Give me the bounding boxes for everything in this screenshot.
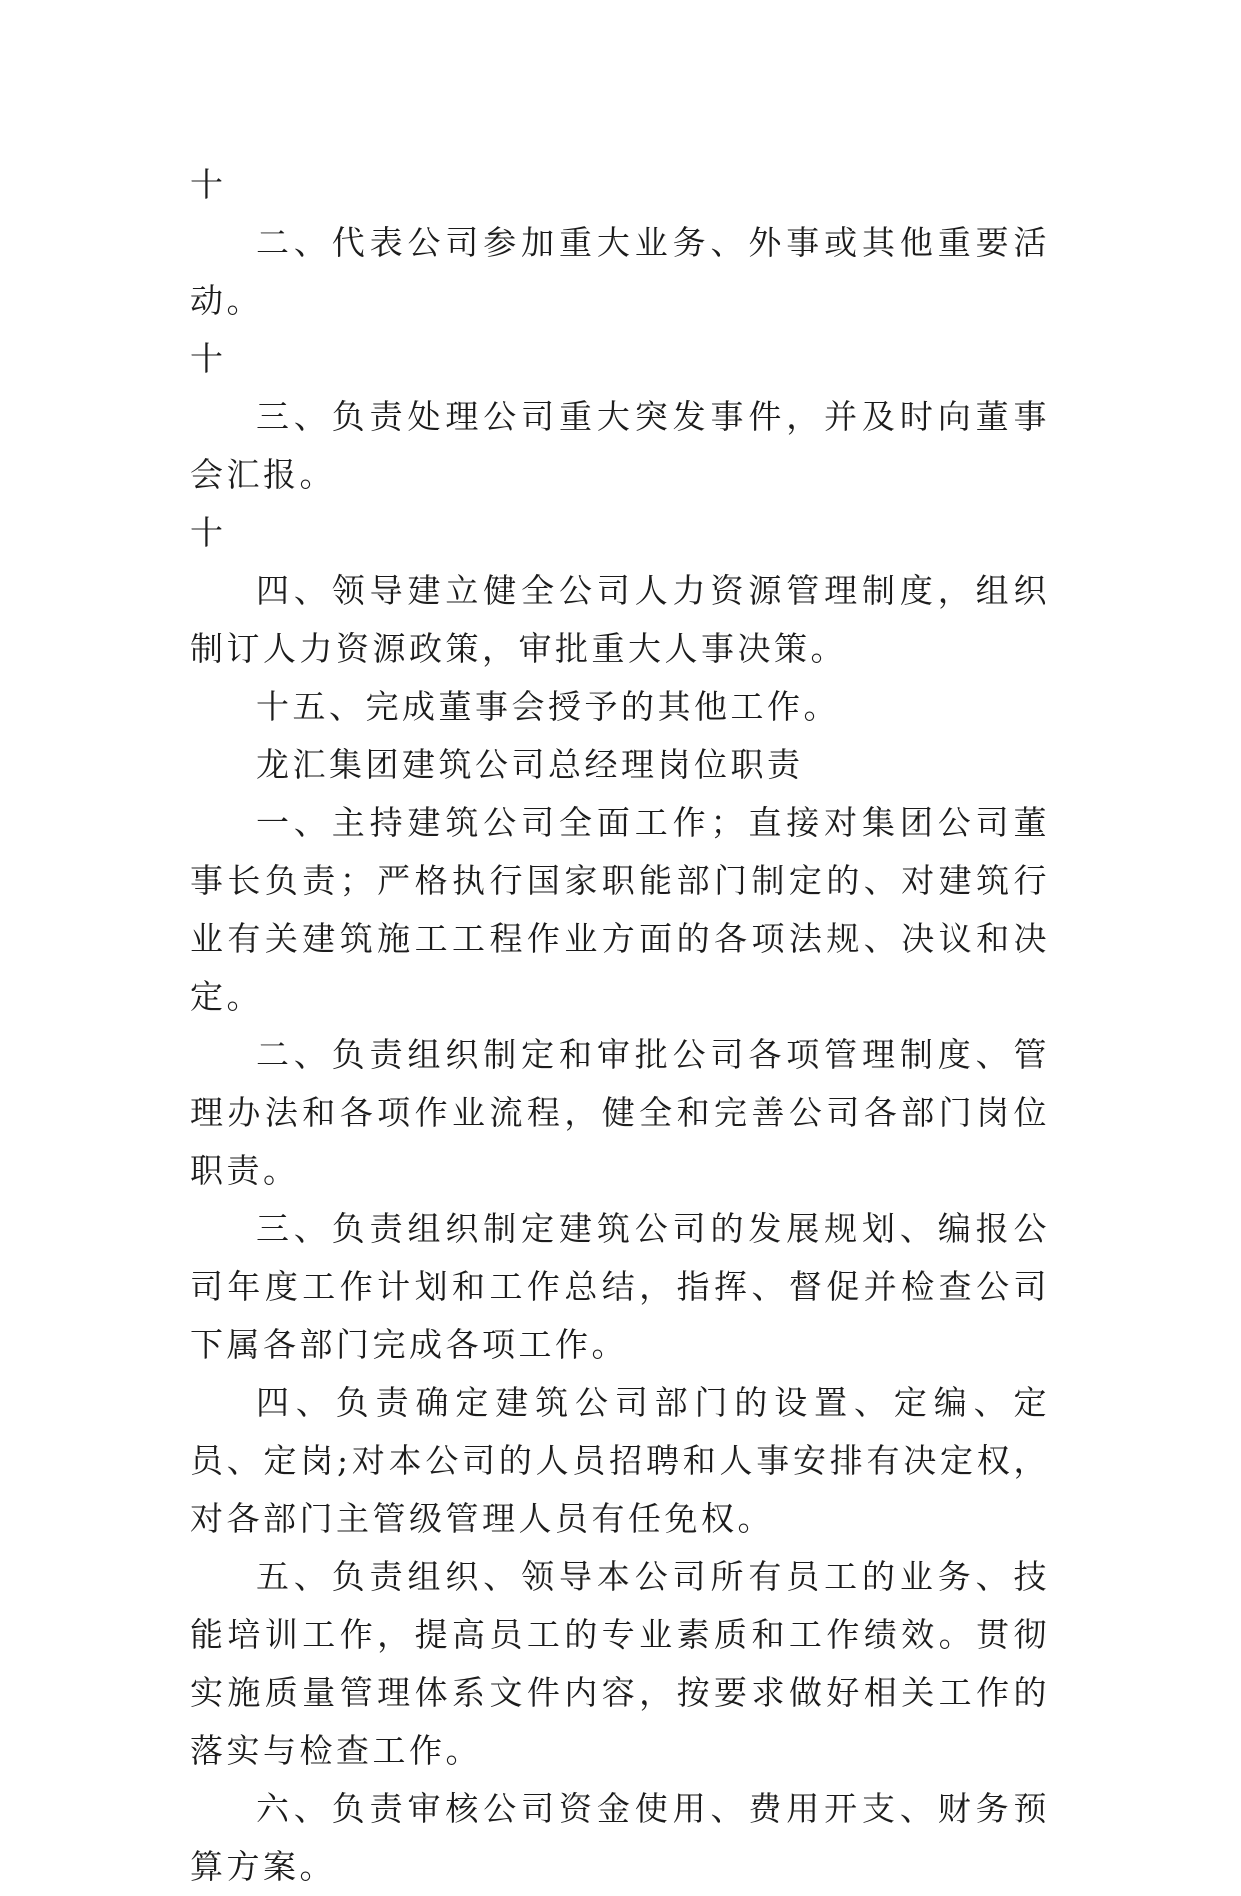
paragraph: 六、负责审核公司资金使用、费用开支、财务预算方案。: [190, 1789, 1050, 1886]
paragraph: 十: [190, 165, 227, 204]
paragraph: 十: [190, 513, 227, 552]
paragraph: 三、负责组织制定建筑公司的发展规划、编报公司年度工作计划和工作总结，指挥、督促并检查公司下属各部门完成各项工作。: [190, 1209, 1050, 1364]
paragraph: 十: [190, 339, 227, 378]
paragraph: 一、主持建筑公司全面工作；直接对集团公司董事长负责；严格执行国家职能部门制定的、对建筑行业有关建筑施工工程作业方面的各项法规、决议和决定。: [190, 803, 1050, 1016]
paragraph: 二、负责组织制定和审批公司各项管理制度、管理办法和各项作业流程，健全和完善公司各部门岗位职责。: [190, 1035, 1050, 1190]
paragraph: 二、代表公司参加重大业务、外事或其他重要活动。: [190, 223, 1050, 320]
document-body: [190, 156, 1050, 1896]
paragraph: 十五、完成董事会授予的其他工作。: [256, 687, 840, 726]
paragraph: 四、领导建立健全公司人力资源管理制度，组织制订人力资源政策，审批重大人事决策。: [190, 571, 1050, 668]
paragraph: 三、负责处理公司重大突发事件，并及时向董事会汇报。: [190, 397, 1050, 494]
section-heading: 龙汇集团建筑公司总经理岗位职责: [256, 745, 804, 784]
paragraph: 五、负责组织、领导本公司所有员工的业务、技能培训工作，提高员工的专业素质和工作绩效。贯彻实施质量管理体系文件内容，按要求做好相关工作的落实与检查工作。: [190, 1557, 1050, 1770]
paragraph: 四、负责确定建筑公司部门的设置、定编、定员、定岗;对本公司的人员招聘和人事安排有决定权，对各部门主管级管理人员有任免权。: [190, 1383, 1050, 1538]
